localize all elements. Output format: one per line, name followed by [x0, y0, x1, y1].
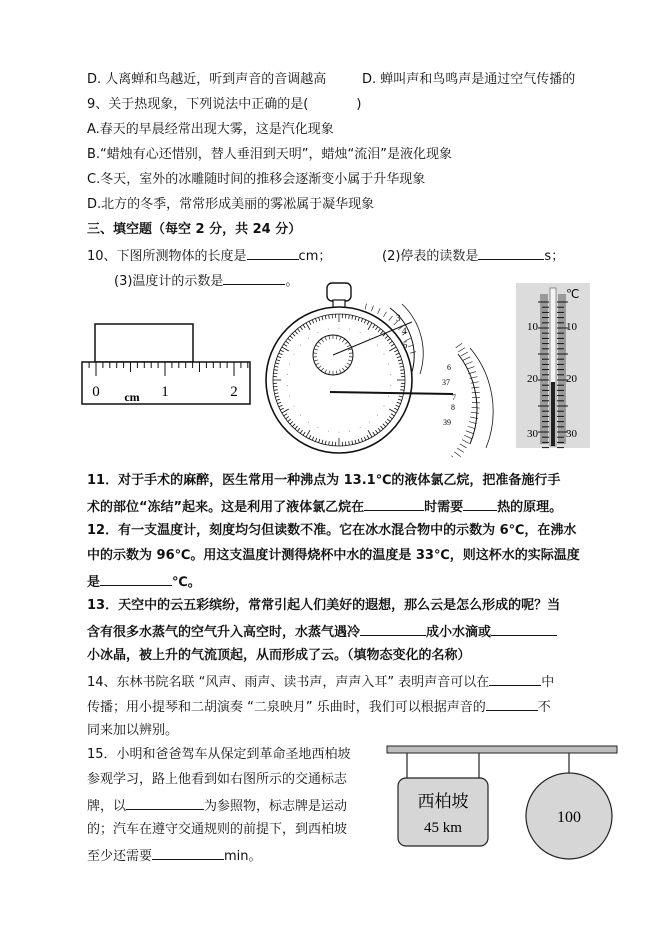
magnified-minute-tick — [378, 308, 381, 313]
q11-line2 — [87, 497, 562, 517]
q15-line1: 15．小明和爸爸驾车从保定到革命圣地西柏坡 — [87, 747, 351, 762]
dial-number-mark: · — [307, 420, 310, 427]
q13-text-b: 成小水滴或 — [426, 625, 492, 640]
dial-number-mark: · — [348, 327, 351, 334]
q9-option-c: C.冬天，室外的冰雕随时间的推移会逐渐变小属于升华现象 — [87, 172, 426, 187]
ruler-label-2: 2 — [230, 384, 238, 400]
q12-text-b: ℃。 — [172, 575, 201, 590]
magnified-minute-tick — [371, 306, 373, 312]
thermometer-right-10: 10 — [566, 321, 577, 333]
q10-part2 — [382, 246, 564, 266]
magnified-second-tick — [472, 407, 480, 408]
dial-number-mark: · — [387, 394, 390, 401]
magnified-second-tick — [462, 440, 469, 444]
q14-line3: 同来加以辨别。 — [87, 723, 179, 738]
magnified-second-tick — [464, 435, 471, 438]
q14-blank-medium — [489, 672, 541, 686]
q10-part3-end: 。 — [285, 274, 299, 289]
thermometer-figure — [516, 283, 590, 448]
q11-line1: 11．对于手术的麻醉，医生常用一种沸点为 13.1℃的液体氯乙烷，把准备施行手 — [87, 473, 561, 488]
q10-part1-text: 10、下图所测物体的长度是 — [87, 249, 247, 264]
dial-number-mark: · — [389, 383, 392, 390]
dial-number-mark: · — [288, 361, 291, 368]
magnified-minute-tick — [365, 304, 366, 310]
q9-option-d: D.北方的冬季，常常形成美丽的雾凇属于凝华现象 — [87, 197, 375, 212]
q10-part1-unit: cm； — [298, 249, 332, 264]
dial-number-mark: · — [299, 343, 302, 350]
stopwatch-figure — [266, 283, 493, 457]
q11-text-c: 热的原理。 — [497, 500, 563, 515]
dial-number-mark: · — [288, 394, 291, 401]
second-label-6: 6 — [447, 363, 451, 372]
thermometer-right-30: 30 — [566, 428, 577, 440]
q15-line3 — [87, 796, 347, 816]
q12-blank-temperature — [100, 572, 172, 586]
dial-number-mark: · — [286, 372, 289, 379]
sign-distance: 45 km — [424, 820, 462, 836]
section-title: 三、填空题（每空 2 分，共 24 分） — [87, 222, 302, 237]
dial-number-mark: · — [338, 326, 340, 332]
magnified-second-tick — [456, 343, 463, 348]
q9-option-b: B.“蜡烛有心还惜别，替人垂泪到天明”，蜡烛“流泪”是液化现象 — [87, 147, 452, 162]
q11-text-b: 时需要 — [424, 500, 464, 515]
sign-bar — [387, 746, 617, 753]
magnified-second-tick — [466, 431, 473, 434]
second-label-7: 7 — [452, 393, 456, 402]
q10-blank-stopwatch — [478, 246, 544, 260]
q10-part1 — [87, 246, 331, 266]
minute-label-4: 4 — [402, 326, 407, 336]
dial-number-mark: · — [299, 412, 302, 419]
q14-text-c: 传播；用小提琴和二胡演奏 “二泉映月” 乐曲时，我们可以根据声音的 — [87, 700, 486, 715]
dial-number-mark: · — [316, 330, 319, 337]
magnified-second-tick — [471, 387, 479, 388]
second-label-8: 8 — [451, 403, 455, 412]
magnified-second-tick — [471, 412, 479, 413]
thermometer-left-20: 20 — [527, 373, 538, 385]
dial-number-mark: · — [389, 372, 392, 379]
dial-number-mark: · — [359, 330, 362, 337]
magnified-second-tick — [463, 357, 470, 361]
dial-number-mark: · — [307, 335, 310, 342]
q12-line3 — [87, 572, 201, 592]
q15-text-d: min。 — [224, 849, 262, 864]
q15-line4: 的；汽车在遵守交通规则的前提下，到西柏坡 — [87, 822, 348, 837]
q10-part2-unit: s； — [544, 249, 565, 264]
q15-blank-time — [152, 846, 224, 860]
thermometer-right-20: 20 — [566, 373, 577, 385]
q11-blank-heat — [463, 497, 497, 511]
dial-number-mark: · — [316, 425, 319, 432]
magnified-second-tick — [461, 352, 468, 356]
magnified-second-tick — [458, 348, 465, 352]
thermometer-unit: ℃ — [566, 287, 580, 301]
dial-number-mark: · — [327, 428, 330, 435]
q12-line1: 12．有一支温度计，刻度均匀但读数不准。它在冰水混合物中的示数为 6℃，在沸水 — [87, 523, 577, 538]
q14-line1 — [87, 672, 554, 692]
q15-blank-reference — [126, 796, 204, 810]
q9-option-a: A.春天的早晨经常出现大雾，这是汽化现象 — [87, 122, 334, 137]
q11-text-a: 术的部位“冻结”起来。这是利用了液体氯乙烷在 — [87, 500, 365, 515]
magnified-second-tick — [467, 367, 475, 370]
q13-line2 — [87, 622, 557, 642]
dial-number-mark: · — [348, 428, 351, 435]
ruler-unit: cm — [124, 390, 140, 404]
q13-line3: 小冰晶，被上升的气流顶起，从而形成了云。（填物态变化的名称） — [87, 648, 471, 663]
q15-line5 — [87, 846, 262, 866]
dial-number-mark: · — [368, 420, 371, 427]
q14-text-a: 14、东林书院名联 “风声、雨声、读书声，声声入耳” 表明声音可以在 — [87, 675, 490, 690]
q8-option-d-right: D. 蝉叫声和鸟鸣声是通过空气传播的 — [362, 72, 576, 87]
magnified-second-tick — [451, 456, 457, 457]
magnified-minute-tick — [389, 316, 393, 321]
q13-text-a: 含有很多水蒸气的空气升入高空时，水蒸气遇冷 — [87, 625, 361, 640]
q9-stem-text: 9、关于热现象，下列说法中正确的是( — [87, 97, 309, 112]
q15-line2: 参观学习，路上他看到如右图所示的交通标志 — [87, 772, 348, 787]
q13-line1: 13．天空中的云五彩缤纷，常常引起人们美好的遐想，那么云是怎么形成的呢？当 — [87, 598, 561, 613]
q14-line2 — [87, 697, 551, 717]
q13-blank-2 — [491, 622, 557, 636]
sign-place: 西柏坡 — [417, 792, 469, 811]
dial-number-mark: · — [387, 361, 390, 368]
thermometer-left-10: 10 — [527, 321, 538, 333]
minute-label-3: 3 — [396, 313, 401, 323]
magnified-second-tick — [471, 382, 479, 383]
q14-text-b: 中 — [541, 675, 555, 690]
dial-number-mark: · — [376, 412, 379, 419]
q15-text-a: 牌，以 — [87, 799, 127, 814]
q12-line2: 中的示数为 96℃。用这支温度计测得烧杯中水的温度是 33℃，则这杯水的实际温度 — [87, 548, 580, 563]
q9-stem-close: ) — [356, 97, 362, 112]
magnified-second-tick — [472, 392, 480, 393]
dial-number-mark: · — [338, 430, 340, 436]
magnified-minute-tick — [410, 352, 416, 353]
magnified-second-tick — [465, 362, 472, 365]
magnified-second-tick — [460, 444, 467, 448]
magnified-second-tick — [457, 448, 464, 452]
ruler-figure — [82, 324, 250, 404]
q15-text-b: 为参照物，标志牌是运动 — [204, 799, 348, 814]
q14-text-d: 不 — [537, 700, 551, 715]
stopwatch-crown — [327, 283, 351, 301]
dial-number-mark: · — [292, 404, 295, 410]
q11-blank-process — [364, 497, 424, 511]
speed-limit-value: 100 — [557, 809, 581, 826]
thermometer-liquid — [551, 382, 555, 446]
dial-number-mark: · — [327, 327, 330, 334]
measured-block — [95, 324, 193, 362]
q14-blank-property — [486, 697, 538, 711]
dial-number-mark: · — [292, 352, 295, 358]
magnified-second-tick — [454, 452, 460, 457]
ruler-label-1: 1 — [161, 384, 169, 400]
second-label-39: 39 — [443, 418, 451, 427]
magnified-second-tick — [468, 426, 476, 428]
dial-number-mark: · — [368, 335, 371, 342]
dial-number-mark: · — [359, 425, 362, 432]
q10-blank-length — [247, 246, 299, 260]
traffic-sign-figure — [383, 744, 623, 864]
q12-text-a: 是 — [87, 575, 101, 590]
dial-number-mark: · — [383, 352, 386, 358]
q10-part2-text: (2)停表的读数是 — [382, 249, 479, 264]
q13-blank-1 — [360, 622, 426, 636]
q10-part3-text: (3)温度计的示数是 — [114, 274, 224, 289]
dial-number-mark: · — [383, 404, 386, 410]
thermometer-left-30: 30 — [527, 428, 538, 440]
q10-figures — [0, 282, 665, 457]
q15-text-c: 至少还需要 — [87, 849, 153, 864]
magnified-minute-tick — [383, 312, 386, 317]
dial-number-mark: · — [286, 383, 289, 390]
minute-label-5: 5 — [403, 340, 408, 350]
q8-option-d-left: D. 人离蝉和鸟越近，听到声音的音调越高 — [87, 72, 327, 87]
dial-number-mark: · — [376, 343, 379, 350]
q9-stem — [87, 96, 361, 114]
second-label-37: 37 — [442, 378, 450, 387]
ruler-label-0: 0 — [92, 384, 100, 400]
magnified-second-scale — [458, 354, 477, 444]
